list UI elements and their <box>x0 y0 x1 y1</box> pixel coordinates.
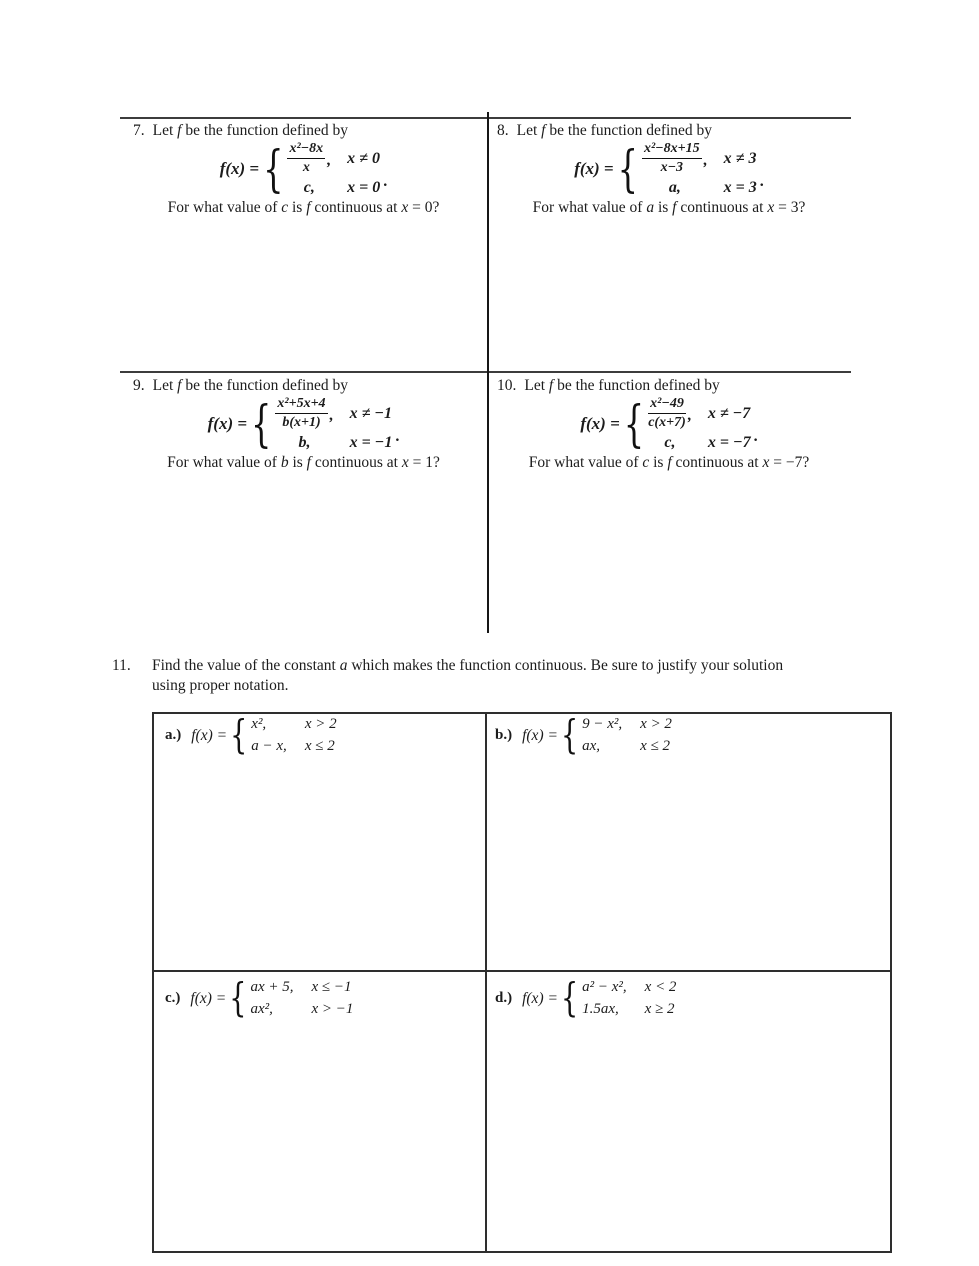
case1-condition: x ≠ 3 <box>723 149 757 167</box>
problem-number: 10. <box>497 377 517 394</box>
fraction <box>648 396 686 430</box>
piecewise-brace: { <box>623 394 645 454</box>
comma: , <box>703 151 708 169</box>
problem-8-function-definition <box>487 140 851 198</box>
case1-expression <box>287 141 331 175</box>
problem-11-text <box>152 656 783 696</box>
piecewise-brace: { <box>229 976 247 1021</box>
problem-7-function-definition <box>120 140 487 198</box>
case2-condition: x = 0 <box>347 178 381 196</box>
problem-11-line2: using proper notation. <box>152 677 289 694</box>
case1-condition: x > 2 <box>640 716 672 732</box>
problem-9-question: For what value of b is f continuous at x = 1? <box>167 454 440 471</box>
case1-expression <box>642 141 708 175</box>
case2-value: b, <box>298 433 311 451</box>
case2-value: c, <box>303 178 315 196</box>
case2-expression: 1.5ax, <box>582 1001 619 1017</box>
problem-11-number: 11. <box>112 657 131 674</box>
sentence-period: . <box>395 428 400 445</box>
sentence-period: . <box>753 428 758 445</box>
fraction-numerator: x²−49 <box>648 396 686 414</box>
case2-expression: a − x, <box>251 738 287 754</box>
problem-number: 7. <box>133 122 145 139</box>
comma: , <box>687 406 692 424</box>
problem-7-question: For what value of c is f continuous at x = 0? <box>167 199 440 216</box>
piecewise-brace: { <box>617 139 638 199</box>
piecewise-cases <box>250 979 353 1018</box>
problem-10 <box>487 377 851 472</box>
fraction-numerator: x²−8x <box>287 141 325 159</box>
piecewise-cases <box>251 716 336 755</box>
case1-expression: a² − x², <box>582 979 627 995</box>
case1-condition: x ≠ −7 <box>707 404 751 422</box>
piecewise-brace: { <box>251 394 272 454</box>
case2-expression: ax², <box>250 1001 273 1017</box>
problem-8 <box>487 122 851 217</box>
piecewise-cases <box>582 716 672 755</box>
problem-8-question: For what value of a is f continuous at x = 3? <box>532 199 806 216</box>
case2-value: a, <box>668 178 681 196</box>
problem-7-intro <box>120 122 487 140</box>
problem-9-intro <box>120 377 487 395</box>
fraction <box>642 141 702 175</box>
case1-condition: x < 2 <box>644 979 677 995</box>
case1-expression: x², <box>251 716 267 732</box>
piecewise-cases <box>582 979 676 1018</box>
case1-expression <box>275 396 333 430</box>
fx-equals: f(x) = <box>190 989 227 1007</box>
piecewise-cases <box>287 141 380 196</box>
problem-9 <box>120 377 487 472</box>
case2-condition: x = −1 <box>349 433 393 451</box>
fraction-denominator: x <box>302 160 310 175</box>
case2-condition: x > −1 <box>311 1001 354 1017</box>
fx-equals: f(x) = <box>574 159 614 178</box>
answer-table-vertical-rule <box>485 712 487 1253</box>
part-c-label: c.) <box>165 990 181 1006</box>
case1-expression: ax + 5, <box>250 979 294 995</box>
case2-condition: x ≤ 2 <box>640 738 671 754</box>
piecewise-cases <box>275 396 392 451</box>
problem-7 <box>120 122 487 217</box>
part-b-label: b.) <box>495 727 513 743</box>
problem-10-question: For what value of c is f continuous at x = −7? <box>528 454 810 471</box>
case1-condition: x ≤ −1 <box>311 979 352 995</box>
sentence-period: . <box>383 173 388 190</box>
fraction-denominator: x−3 <box>660 160 684 175</box>
piecewise-cases <box>648 396 751 451</box>
case1-condition: x ≠ −1 <box>349 404 393 422</box>
case2-value: c, <box>664 433 676 451</box>
problem-9-function-definition <box>120 395 487 453</box>
case1-expression <box>648 396 692 430</box>
top-grid-rule-middle <box>120 371 851 373</box>
case1-condition: x ≠ 0 <box>347 149 380 167</box>
fraction-denominator: b(x+1) <box>282 415 321 430</box>
intro-text: Let f be the function defined by <box>152 122 349 139</box>
intro-text: Let f be the function defined by <box>152 377 349 394</box>
intro-text: Let f be the function defined by <box>516 122 713 139</box>
fx-equals: f(x) = <box>219 159 260 178</box>
case2-condition: x ≤ 2 <box>304 738 335 754</box>
case2-expression: ax, <box>582 738 601 754</box>
problem-10-intro <box>487 377 851 395</box>
part-c <box>165 976 354 1021</box>
fx-equals: f(x) = <box>522 989 558 1007</box>
sentence-period: . <box>759 173 764 190</box>
fraction-numerator: x²−8x+15 <box>642 141 702 159</box>
case2-condition: x = 3 <box>723 178 757 196</box>
fx-equals: f(x) = <box>207 414 248 433</box>
fraction <box>275 396 327 430</box>
part-a-label: a.) <box>165 727 182 743</box>
top-grid-rule-upper <box>120 117 851 119</box>
comma: , <box>329 406 334 424</box>
problem-11-header <box>112 656 882 696</box>
part-a <box>165 713 337 758</box>
case2-condition: x = −7 <box>707 433 751 451</box>
piecewise-brace: { <box>560 713 579 758</box>
part-d-label: d.) <box>495 990 513 1006</box>
part-b <box>495 713 672 758</box>
problem-8-intro <box>487 122 851 140</box>
fraction-numerator: x²+5x+4 <box>275 396 327 414</box>
case2-condition: x ≥ 2 <box>644 1001 675 1017</box>
answer-table-horizontal-rule <box>152 970 892 972</box>
fraction-denominator: c(x+7) <box>648 415 686 430</box>
problem-number: 8. <box>497 122 509 139</box>
fx-equals: f(x) = <box>191 726 228 744</box>
piecewise-brace: { <box>230 713 248 758</box>
case1-condition: x > 2 <box>304 716 337 732</box>
problem-11-line1: Find the value of the constant a which makes the function continuous. Be sure to justify your solution <box>152 657 784 674</box>
piecewise-brace: { <box>560 976 579 1021</box>
comma: , <box>327 151 332 169</box>
part-d <box>495 976 677 1021</box>
problem-number: 9. <box>133 377 145 394</box>
piecewise-brace: { <box>263 139 284 199</box>
case1-expression: 9 − x², <box>582 716 623 732</box>
problem-10-function-definition <box>487 395 851 453</box>
fx-equals: f(x) = <box>580 414 620 433</box>
intro-text: Let f be the function defined by <box>524 377 720 394</box>
fraction <box>287 141 325 175</box>
piecewise-cases <box>642 141 757 196</box>
fx-equals: f(x) = <box>522 726 558 744</box>
